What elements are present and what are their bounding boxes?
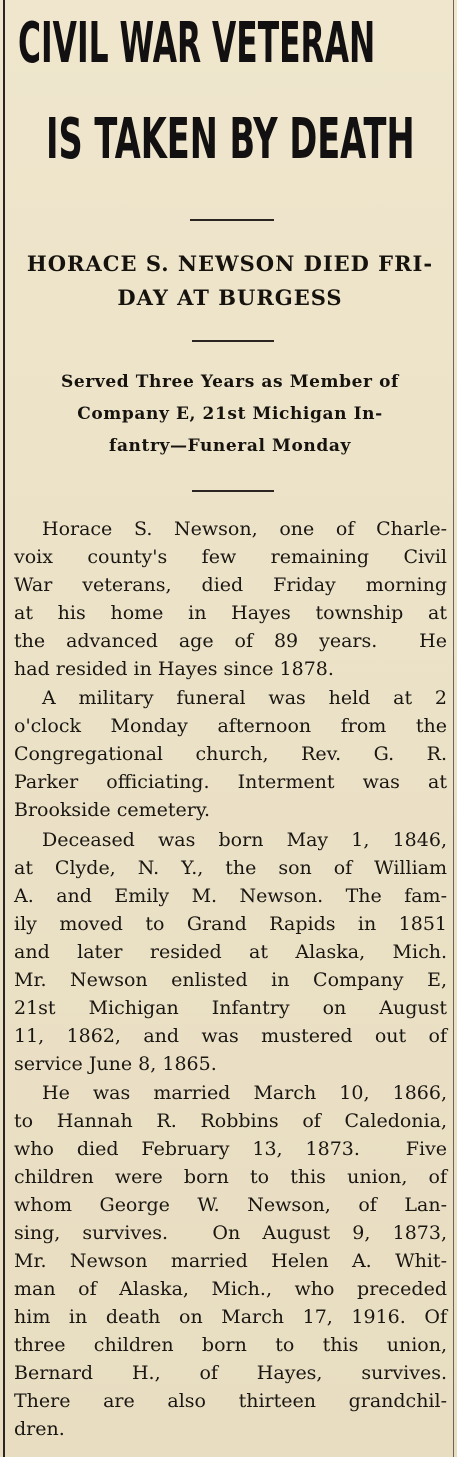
deck-secondary-line-2: Company E, 21st Michigan In- [77,404,383,424]
body-line: Bernard H., of Hayes, survives. [14,1362,447,1384]
body-line: man of Alaska, Mich., who preceded [14,1278,447,1300]
body-line: service June 8, 1865. [14,1053,217,1075]
body-line: the advanced age of 89 years. He [14,630,447,652]
headline-line-2: IS TAKEN BY DEATH [46,107,415,172]
deck-secondary [14,366,446,462]
body-line: 21st Michigan Infantry on August [14,997,447,1019]
body-line: Congregational church, Rev. G. R. [14,743,447,765]
deck-primary-line-2: DAY AT BURGESS [117,285,343,310]
body-line: o'clock Monday afternoon from the [14,715,447,737]
body-line: to Hannah R. Robbins of Caledonia, [14,1110,447,1132]
body-line: voix county's few remaining Civil [14,546,447,568]
headline-line-1: CIVIL WAR VETERAN [18,11,376,76]
divider-rule [190,219,274,221]
body-line: A military funeral was held at 2 [42,687,447,709]
body-line: sing, survives. On August 9, 1873, [14,1222,447,1244]
body-line: who died February 13, 1873. Five [14,1138,447,1160]
divider-rule [192,340,274,342]
deck-secondary-line-3: fantry—Funeral Monday [109,436,351,456]
deck-primary [14,247,446,315]
body-line: A. and Emily M. Newson. The fam- [14,885,447,907]
body-line: There are also thirteen grandchil- [14,1390,447,1412]
divider-rule [192,490,274,492]
column-rule-left [3,0,5,1457]
column-rule-right [453,0,454,1457]
deck-secondary-line-1: Served Three Years as Member of [61,372,399,392]
body-line: Parker officiating. Interment was at [14,771,447,793]
body-line: Deceased was born May 1, 1846, [42,829,447,851]
body-line: dren. [14,1418,65,1440]
body-line: three children born to this union, [14,1334,447,1356]
deck-primary-line-1: HORACE S. NEWSON DIED FRI- [26,251,434,276]
body-line: Brookside cemetery. [14,799,211,821]
body-line: ily moved to Grand Rapids in 1851 [14,913,447,935]
body-line: Mr. Newson enlisted in Company E, [14,969,447,991]
body-line: and later resided at Alaska, Mich. [14,941,447,963]
body-line: War veterans, died Friday morning [14,574,447,596]
body-line: at Clyde, N. Y., the son of William [14,857,447,879]
body-line: whom George W. Newson, of Lan- [14,1194,447,1216]
body-line: had resided in Hayes since 1878. [14,658,334,680]
body-line: at his home in Hayes township at [14,602,447,624]
body-line: Horace S. Newson, one of Charle- [42,518,447,540]
body-line: Mr. Newson married Helen A. Whit- [14,1250,447,1272]
body-line: him in death on March 17, 1916. Of [14,1306,447,1328]
body-line: children were born to this union, of [14,1166,447,1188]
body-line: 11, 1862, and was mustered out of [14,1025,447,1047]
body-line: He was married March 10, 1866, [42,1082,447,1104]
